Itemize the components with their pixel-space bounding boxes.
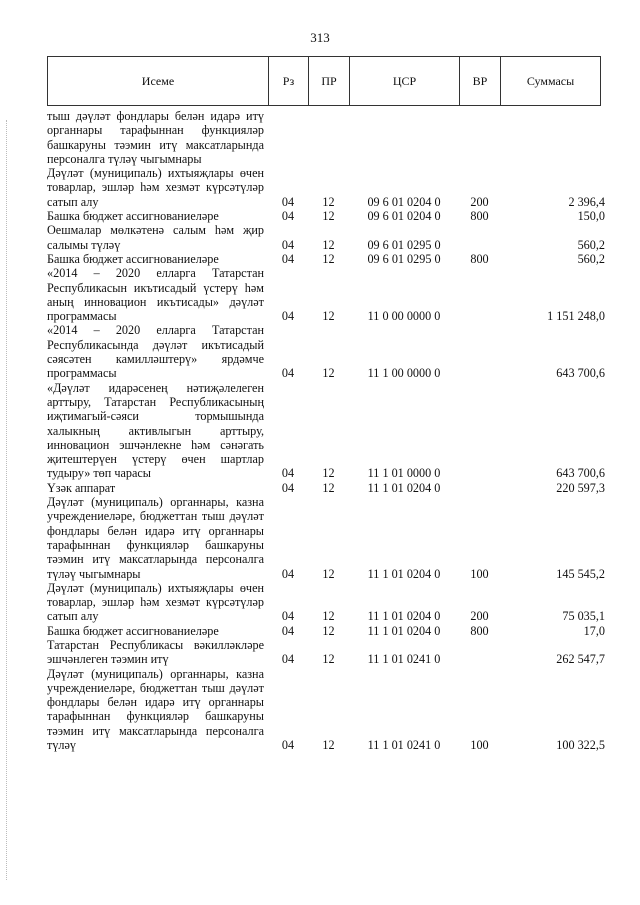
cell-vr: 200 (470, 194, 489, 209)
cell-vr: 200 (470, 609, 489, 624)
cell-sum: 643 700,6 (556, 466, 605, 481)
table-row (47, 109, 607, 166)
cell-csr: 11 0 00 0000 0 (367, 309, 441, 324)
cell-vr: 800 (470, 209, 489, 224)
cell-rz: 04 (281, 466, 295, 481)
header-vr: ВР (460, 57, 501, 105)
table-row (47, 495, 607, 581)
cell-csr: 11 1 01 0204 0 (367, 566, 441, 581)
cell-rz: 04 (281, 609, 295, 624)
cell-sum: 100 322,5 (556, 738, 605, 753)
header-pr: ПР (309, 57, 350, 105)
cell-sum: 2 396,4 (568, 194, 605, 209)
cell-rz: 04 (281, 738, 295, 753)
cell-name: «Дәүләт идарәсенең нәтиҗәлелеген арттыру, Татарстан Республикасының иҗтимагый-сәяси тормышында халыкның активлыгын арттыру, инновацион эшчәнлекне һәм сәнәгать җитештерүен үстерү өчен шартлар тудыру» төп чарасы (47, 380, 264, 481)
cell-rz: 04 (281, 209, 295, 224)
cell-name: Дәүләт (муниципаль) органнары, казна учреждениеләре, бюджеттан тыш дәүләт фондлары белән идарә итү органнары тарафыннан функцияләр башкаруны тәэмин итү максатларында персоналга түләү (47, 666, 264, 753)
cell-csr: 11 1 01 0204 0 (367, 623, 441, 638)
cell-pr: 12 (322, 566, 335, 581)
table-row (47, 581, 607, 624)
cell-sum: 145 545,2 (556, 566, 605, 581)
cell-name: «2014 – 2020 елларга Татарстан Республикасын икътисадый үстерү һәм аның инновацион икътисады» дәүләт программасы (47, 266, 264, 324)
cell-sum: 150,0 (577, 209, 605, 224)
cell-pr: 12 (322, 309, 335, 324)
cell-sum: 1 151 248,0 (547, 309, 605, 324)
cell-csr: 11 1 00 0000 0 (367, 366, 441, 381)
cell-csr: 09 6 01 0204 0 (367, 194, 441, 209)
cell-csr: 11 1 01 0204 0 (367, 609, 441, 624)
cell-rz: 04 (281, 251, 295, 266)
cell-rz: 04 (281, 194, 295, 209)
cell-pr: 12 (322, 194, 335, 209)
cell-sum: 560,2 (577, 237, 605, 252)
cell-pr: 12 (322, 480, 335, 495)
table-row (47, 667, 607, 753)
cell-sum: 643 700,6 (556, 366, 605, 381)
cell-sum: 262 547,7 (556, 652, 605, 667)
cell-name: Оешмалар мөлкәтенә салым һәм җир салымы түләү (47, 223, 264, 252)
header-rz: Рз (269, 57, 309, 105)
table-row (47, 624, 607, 638)
table-row (47, 166, 607, 209)
cell-name: «2014 – 2020 елларга Татарстан Республикасында дәүләт икътисадый сәясәтен камилләштерү» ярдәмче программасы (47, 323, 264, 381)
cell-pr: 12 (322, 623, 335, 638)
cell-name: Дәүләт (муниципаль) ихтыяҗлары өчен товарлар, эшләр һәм хезмәт күрсәтүләр сатып алу (47, 580, 264, 624)
cell-name: тыш дәүләт фондлары белән идарә итү органнары тарафыннан функцияләр башкаруны тәэмин итү максатларында персоналга түләү чыгымнары (47, 109, 264, 166)
cell-csr: 11 1 01 0241 0 (367, 652, 441, 667)
cell-csr: 11 1 01 0241 0 (367, 738, 441, 753)
cell-pr: 12 (322, 366, 335, 381)
cell-rz: 04 (281, 480, 295, 495)
table-row (47, 252, 607, 266)
cell-name: Башка бюджет ассигнованиеләре (47, 251, 219, 266)
cell-name: Үзәк аппарат (47, 480, 116, 495)
cell-vr: 800 (470, 623, 489, 638)
table-row (47, 323, 607, 380)
cell-pr: 12 (322, 738, 335, 753)
margin-dotted-line (6, 120, 7, 880)
header-csr: ЦСР (350, 57, 460, 105)
cell-rz: 04 (281, 366, 295, 381)
cell-name: Дәүләт (муниципаль) ихтыяҗлары өчен товарлар, эшләр һәм хезмәт күрсәтүләр сатып алу (47, 166, 264, 209)
cell-pr: 12 (322, 609, 335, 624)
cell-csr: 09 6 01 0204 0 (367, 209, 441, 224)
cell-csr: 09 6 01 0295 0 (367, 251, 441, 266)
cell-name: Дәүләт (муниципаль) органнары, казна учреждениеләре, бюджеттан тыш дәүләт фондлары белән идарә итү органнары тарафыннан функцияләр башкаруны тәэмин итү максатларында персоналга түләү чыгымнары (47, 495, 264, 581)
table-header (47, 56, 601, 106)
table-row (47, 209, 607, 223)
cell-rz: 04 (281, 237, 295, 252)
table-row (47, 481, 607, 495)
cell-sum: 75 035,1 (562, 609, 605, 624)
table-row (47, 381, 607, 481)
cell-sum: 17,0 (583, 623, 605, 638)
cell-rz: 04 (281, 566, 295, 581)
cell-pr: 12 (322, 251, 335, 266)
cell-pr: 12 (322, 237, 335, 252)
cell-rz: 04 (281, 652, 295, 667)
cell-csr: 09 6 01 0295 0 (367, 237, 441, 252)
cell-name: Башка бюджет ассигнованиеләре (47, 623, 219, 638)
header-sum: Суммасы (526, 73, 575, 88)
cell-sum: 220 597,3 (556, 480, 605, 495)
cell-rz: 04 (281, 623, 295, 638)
cell-csr: 11 1 01 0000 0 (367, 466, 441, 481)
cell-csr: 11 1 01 0204 0 (367, 480, 441, 495)
cell-vr: 800 (470, 251, 489, 266)
cell-rz: 04 (281, 309, 295, 324)
cell-pr: 12 (322, 209, 335, 224)
cell-pr: 12 (322, 466, 335, 481)
table-body (47, 109, 607, 752)
table-row (47, 266, 607, 323)
cell-name: Башка бюджет ассигнованиеләре (47, 209, 219, 224)
cell-pr: 12 (322, 652, 335, 667)
cell-sum: 560,2 (577, 251, 605, 266)
cell-vr: 100 (470, 738, 489, 753)
cell-name: Татарстан Республикасы вәкилләкләре эшчәнлеген тәэмин итү (47, 637, 264, 667)
header-name: Исеме (48, 57, 269, 105)
table-row (47, 638, 607, 667)
cell-vr: 100 (470, 566, 489, 581)
page-number: 313 (310, 30, 330, 45)
table-row (47, 223, 607, 252)
